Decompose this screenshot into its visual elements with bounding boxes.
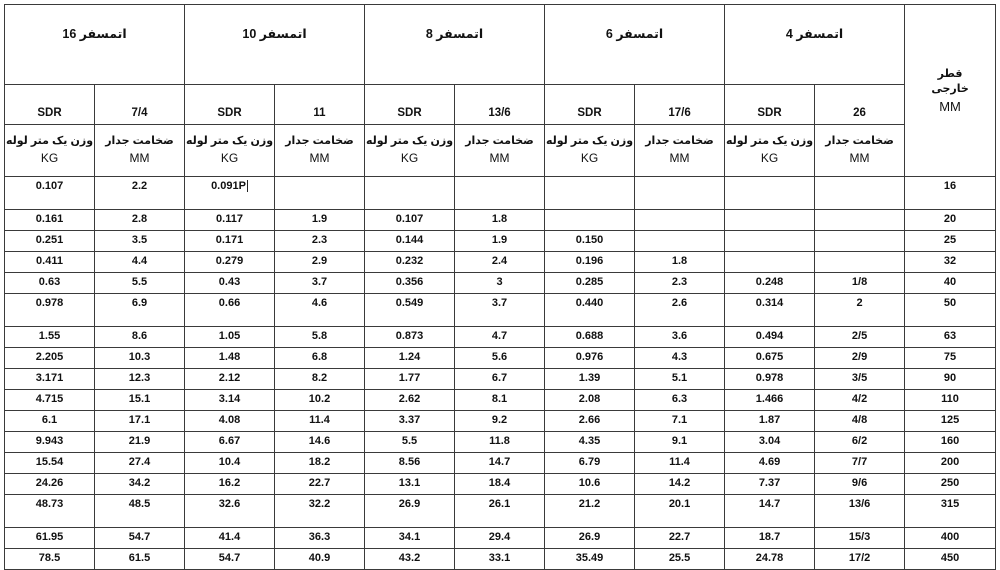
thickness-cell[interactable]: 6/2 [815,432,905,453]
sdr-value-cell[interactable]: 7/4 [95,85,185,125]
weight-cell[interactable]: 0.63 [5,273,95,294]
weight-cell[interactable]: 2.62 [365,390,455,411]
weight-cell[interactable]: 0.411 [5,252,95,273]
sdr-value-cell[interactable]: 11 [275,85,365,125]
pressure-header-row [5,5,996,85]
weight-cell[interactable]: 4.08 [185,411,275,432]
thickness-cell[interactable]: 6.7 [455,369,545,390]
outer-diameter-cell[interactable]: 315 [905,495,996,528]
weight-cell[interactable]: 1.55 [5,327,95,348]
thickness-cell[interactable]: 2.6 [635,294,725,327]
weight-cell[interactable]: 0.196 [545,252,635,273]
weight-cell[interactable]: 1.77 [365,369,455,390]
weight-cell[interactable]: 0.978 [5,294,95,327]
thickness-cell[interactable]: 5.5 [95,273,185,294]
thickness-cell[interactable]: 33.1 [455,549,545,570]
thickness-cell[interactable]: 7/7 [815,453,905,474]
thickness-cell[interactable]: 4.4 [95,252,185,273]
thickness-cell[interactable]: 25.5 [635,549,725,570]
thickness-header-cell[interactable] [815,125,905,177]
thickness-cell[interactable]: 17.1 [95,411,185,432]
weight-cell[interactable]: 10.6 [545,474,635,495]
thickness-cell[interactable]: 21.9 [95,432,185,453]
thickness-cell[interactable]: 40.9 [275,549,365,570]
thickness-cell[interactable]: 1.8 [455,210,545,231]
thickness-cell[interactable]: 20.1 [635,495,725,528]
thickness-label: ضخامت جدار [105,135,174,148]
weight-cell[interactable]: 0.873 [365,327,455,348]
table-row [5,528,996,549]
weight-cell[interactable]: 0.43 [185,273,275,294]
outer-diameter-cell[interactable]: 110 [905,390,996,411]
thickness-cell[interactable]: 2/5 [815,327,905,348]
weight-cell[interactable]: 6.67 [185,432,275,453]
weight-cell[interactable]: 26.9 [365,495,455,528]
outer-diameter-cell[interactable]: 20 [905,210,996,231]
outer-diameter-cell[interactable]: 75 [905,348,996,369]
thickness-label: ضخامت جدار [285,135,354,148]
outer-diameter-cell[interactable]: 90 [905,369,996,390]
outer-diameter-cell[interactable]: 63 [905,327,996,348]
weight-cell[interactable] [365,177,455,210]
thickness-cell[interactable]: 5.8 [275,327,365,348]
outer-diameter-cell[interactable]: 450 [905,549,996,570]
table-row [5,453,996,474]
weight-cell[interactable]: 18.7 [725,528,815,549]
sdr-value-cell[interactable]: 17/6 [635,85,725,125]
thickness-cell[interactable]: 2 [815,294,905,327]
outer-diameter-cell[interactable]: 160 [905,432,996,453]
thickness-cell[interactable] [635,231,725,252]
thickness-cell[interactable]: 3.6 [635,327,725,348]
weight-cell[interactable]: 34.1 [365,528,455,549]
thickness-cell[interactable]: 14.2 [635,474,725,495]
thickness-cell[interactable]: 17/2 [815,549,905,570]
weight-cell[interactable]: 0.285 [545,273,635,294]
thickness-cell[interactable]: 18.4 [455,474,545,495]
weight-cell[interactable]: 3.37 [365,411,455,432]
thickness-cell[interactable]: 2.8 [95,210,185,231]
weight-cell[interactable]: 16.2 [185,474,275,495]
thickness-cell[interactable]: 1/8 [815,273,905,294]
thickness-cell[interactable] [635,210,725,231]
sdr-label-cell[interactable]: SDR [725,85,815,125]
weight-label: وزن یک متر لوله [5,135,94,148]
thickness-label: ضخامت جدار [825,135,894,148]
thickness-cell[interactable]: 1.9 [275,210,365,231]
weight-cell[interactable]: 1.24 [365,348,455,369]
thickness-cell[interactable]: 3/5 [815,369,905,390]
weight-cell[interactable]: 3.04 [725,432,815,453]
thickness-cell[interactable]: 8.1 [455,390,545,411]
thickness-cell[interactable]: 26.1 [455,495,545,528]
thickness-cell[interactable]: 11.8 [455,432,545,453]
weight-cell[interactable]: 15.54 [5,453,95,474]
thickness-cell[interactable]: 8.6 [95,327,185,348]
table-row [5,177,996,210]
weight-cell[interactable]: 35.49 [545,549,635,570]
weight-cell[interactable]: 0.494 [725,327,815,348]
outer-diameter-cell[interactable]: 50 [905,294,996,327]
weight-cell[interactable]: 0.356 [365,273,455,294]
thickness-cell[interactable]: 10.2 [275,390,365,411]
table-row [5,549,996,570]
thickness-cell[interactable]: 27.4 [95,453,185,474]
table-row [5,210,996,231]
weight-label: وزن یک متر لوله [185,135,274,148]
thickness-cell[interactable] [815,210,905,231]
weight-cell[interactable]: 10.4 [185,453,275,474]
outer-diameter-cell[interactable]: 40 [905,273,996,294]
thickness-cell[interactable]: 61.5 [95,549,185,570]
thickness-unit: MM [849,150,870,165]
weight-cell[interactable]: 0.688 [545,327,635,348]
weight-cell[interactable]: 2.66 [545,411,635,432]
thickness-cell[interactable] [815,231,905,252]
thickness-cell[interactable] [275,177,365,210]
unit-header-row [5,125,996,177]
thickness-cell[interactable]: 4.6 [275,294,365,327]
weight-cell[interactable]: 0.232 [365,252,455,273]
weight-cell[interactable]: 9.943 [5,432,95,453]
table-row [5,294,996,327]
weight-cell[interactable]: 2.205 [5,348,95,369]
sdr-label-cell[interactable]: SDR [5,85,95,125]
table-row [5,432,996,453]
thickness-cell[interactable]: 6.9 [95,294,185,327]
weight-cell[interactable]: 24.78 [725,549,815,570]
weight-cell[interactable]: 1.05 [185,327,275,348]
weight-cell[interactable]: 54.7 [185,549,275,570]
thickness-cell[interactable]: 5.1 [635,369,725,390]
weight-cell[interactable]: 4.69 [725,453,815,474]
sdr-header-row [5,85,996,125]
weight-cell[interactable]: 0.978 [725,369,815,390]
outer-diameter-cell[interactable]: 400 [905,528,996,549]
weight-cell[interactable]: 1.87 [725,411,815,432]
weight-cell[interactable]: 0.091P [185,177,275,210]
od-header-unit: MM [939,99,961,115]
weight-cell[interactable]: 14.7 [725,495,815,528]
table-row [5,495,996,528]
thickness-cell[interactable]: 29.4 [455,528,545,549]
thickness-cell[interactable] [815,177,905,210]
thickness-cell[interactable]: 4/8 [815,411,905,432]
thickness-label: ضخامت جدار [645,135,714,148]
thickness-cell[interactable]: 11.4 [635,453,725,474]
thickness-cell[interactable]: 22.7 [275,474,365,495]
thickness-cell[interactable]: 12.3 [95,369,185,390]
thickness-cell[interactable]: 7.1 [635,411,725,432]
outer-diameter-cell[interactable]: 25 [905,231,996,252]
thickness-cell[interactable]: 2.3 [635,273,725,294]
pipe-specification-table [4,4,996,570]
weight-cell[interactable]: 48.73 [5,495,95,528]
thickness-cell[interactable]: 15.1 [95,390,185,411]
thickness-cell[interactable] [815,252,905,273]
weight-cell[interactable]: 0.549 [365,294,455,327]
pressure-group-header[interactable] [5,5,185,85]
thickness-cell[interactable]: 2.4 [455,252,545,273]
thickness-cell[interactable] [455,177,545,210]
weight-cell[interactable]: 2.12 [185,369,275,390]
weight-cell[interactable]: 1.39 [545,369,635,390]
outer-diameter-cell[interactable]: 200 [905,453,996,474]
weight-cell[interactable]: 7.37 [725,474,815,495]
thickness-cell[interactable]: 48.5 [95,495,185,528]
outer-diameter-cell[interactable]: 32 [905,252,996,273]
weight-cell[interactable]: 3.14 [185,390,275,411]
table-row [5,273,996,294]
thickness-cell[interactable]: 15/3 [815,528,905,549]
weight-cell[interactable]: 6.79 [545,453,635,474]
table-row [5,474,996,495]
thickness-cell[interactable]: 5.6 [455,348,545,369]
weight-header-cell[interactable] [365,125,455,177]
weight-cell[interactable]: 61.95 [5,528,95,549]
thickness-header-cell[interactable] [455,125,545,177]
thickness-unit: MM [309,150,330,165]
weight-unit: KG [760,150,779,165]
thickness-cell[interactable]: 14.6 [275,432,365,453]
weight-cell[interactable]: 78.5 [5,549,95,570]
weight-cell[interactable] [725,252,815,273]
thickness-cell[interactable]: 18.2 [275,453,365,474]
thickness-cell[interactable]: 4.3 [635,348,725,369]
thickness-cell[interactable]: 6.3 [635,390,725,411]
weight-cell[interactable]: 0.314 [725,294,815,327]
table-row [5,390,996,411]
weight-cell[interactable]: 43.2 [365,549,455,570]
weight-cell[interactable]: 0.107 [5,177,95,210]
od-header-line1: قطر [937,67,963,80]
weight-cell[interactable]: 5.5 [365,432,455,453]
weight-cell[interactable]: 0.144 [365,231,455,252]
outer-diameter-header[interactable] [905,5,996,177]
weight-cell[interactable]: 0.279 [185,252,275,273]
pressure-group-header[interactable] [725,5,905,85]
sdr-label-cell[interactable]: SDR [365,85,455,125]
thickness-cell[interactable]: 3.5 [95,231,185,252]
sdr-label-cell[interactable]: SDR [185,85,275,125]
thickness-header-cell[interactable] [275,125,365,177]
thickness-cell[interactable]: 3.7 [455,294,545,327]
thickness-label: ضخامت جدار [465,135,534,148]
weight-cell[interactable]: 0.675 [725,348,815,369]
table-row [5,252,996,273]
thickness-cell[interactable] [635,177,725,210]
thickness-unit: MM [129,150,150,165]
weight-unit: KG [400,150,419,165]
weight-label: وزن یک متر لوله [725,135,814,148]
weight-cell[interactable] [545,177,635,210]
sdr-value-cell[interactable]: 26 [815,85,905,125]
text-cursor [247,180,248,192]
weight-cell[interactable]: 21.2 [545,495,635,528]
weight-cell[interactable]: 2.08 [545,390,635,411]
weight-header-cell[interactable] [5,125,95,177]
thickness-cell[interactable]: 22.7 [635,528,725,549]
weight-cell[interactable]: 24.26 [5,474,95,495]
weight-cell[interactable]: 8.56 [365,453,455,474]
thickness-cell[interactable]: 9.2 [455,411,545,432]
weight-cell[interactable]: 0.107 [365,210,455,231]
thickness-cell[interactable]: 2/9 [815,348,905,369]
thickness-cell[interactable]: 8.2 [275,369,365,390]
weight-header-cell[interactable] [185,125,275,177]
table-row [5,348,996,369]
weight-cell[interactable]: 1.48 [185,348,275,369]
thickness-header-cell[interactable] [635,125,725,177]
thickness-cell[interactable]: 3 [455,273,545,294]
thickness-cell[interactable]: 9/6 [815,474,905,495]
weight-label: وزن یک متر لوله [545,135,634,148]
weight-cell[interactable]: 0.440 [545,294,635,327]
weight-cell[interactable]: 4.35 [545,432,635,453]
pressure-group-header[interactable] [545,5,725,85]
table-row [5,327,996,348]
weight-cell[interactable]: 13.1 [365,474,455,495]
weight-cell[interactable]: 6.1 [5,411,95,432]
weight-cell[interactable]: 1.466 [725,390,815,411]
thickness-cell[interactable]: 1.9 [455,231,545,252]
weight-cell[interactable]: 4.715 [5,390,95,411]
weight-cell[interactable]: 0.66 [185,294,275,327]
weight-cell[interactable]: 0.251 [5,231,95,252]
thickness-cell[interactable]: 4/2 [815,390,905,411]
thickness-cell[interactable]: 34.2 [95,474,185,495]
weight-cell[interactable]: 0.117 [185,210,275,231]
thickness-cell[interactable]: 13/6 [815,495,905,528]
weight-unit: KG [220,150,239,165]
pressure-label: 16 اتمسفر [62,27,127,41]
pressure-label: 4 اتمسفر [785,27,844,41]
weight-unit: KG [40,150,59,165]
table-row [5,411,996,432]
weight-cell[interactable] [545,210,635,231]
weight-cell[interactable] [725,177,815,210]
thickness-cell[interactable]: 10.3 [95,348,185,369]
pressure-label: 10 اتمسفر [242,27,307,41]
thickness-cell[interactable]: 2.9 [275,252,365,273]
sdr-label-cell[interactable]: SDR [545,85,635,125]
weight-cell[interactable]: 0.976 [545,348,635,369]
thickness-cell[interactable]: 36.3 [275,528,365,549]
od-header-line2: خارجی [931,83,969,96]
thickness-cell[interactable]: 32.2 [275,495,365,528]
weight-unit: KG [580,150,599,165]
weight-header-cell[interactable] [725,125,815,177]
sdr-value-cell[interactable]: 13/6 [455,85,545,125]
spreadsheet-sheet [4,4,995,564]
weight-cell[interactable] [725,231,815,252]
outer-diameter-cell[interactable]: 16 [905,177,996,210]
weight-header-cell[interactable] [545,125,635,177]
thickness-cell[interactable]: 6.8 [275,348,365,369]
weight-label: وزن یک متر لوله [365,135,454,148]
outer-diameter-cell[interactable]: 250 [905,474,996,495]
pressure-group-header[interactable] [185,5,365,85]
weight-cell[interactable]: 0.248 [725,273,815,294]
thickness-cell[interactable]: 9.1 [635,432,725,453]
thickness-cell[interactable]: 2.3 [275,231,365,252]
weight-cell[interactable]: 32.6 [185,495,275,528]
thickness-cell[interactable]: 1.8 [635,252,725,273]
table-row [5,369,996,390]
pressure-group-header[interactable] [365,5,545,85]
weight-cell[interactable]: 3.171 [5,369,95,390]
thickness-cell[interactable]: 4.7 [455,327,545,348]
thickness-cell[interactable]: 11.4 [275,411,365,432]
pressure-label: 6 اتمسفر [605,27,664,41]
weight-cell[interactable] [725,210,815,231]
thickness-cell[interactable]: 2.2 [95,177,185,210]
thickness-cell[interactable]: 54.7 [95,528,185,549]
weight-cell[interactable]: 0.161 [5,210,95,231]
thickness-cell[interactable]: 14.7 [455,453,545,474]
weight-cell[interactable]: 0.150 [545,231,635,252]
outer-diameter-cell[interactable]: 125 [905,411,996,432]
thickness-unit: MM [669,150,690,165]
table-row [5,231,996,252]
weight-cell[interactable]: 41.4 [185,528,275,549]
thickness-header-cell[interactable] [95,125,185,177]
thickness-unit: MM [489,150,510,165]
pressure-label: 8 اتمسفر [425,27,484,41]
thickness-cell[interactable]: 3.7 [275,273,365,294]
weight-cell[interactable]: 26.9 [545,528,635,549]
weight-cell[interactable]: 0.171 [185,231,275,252]
